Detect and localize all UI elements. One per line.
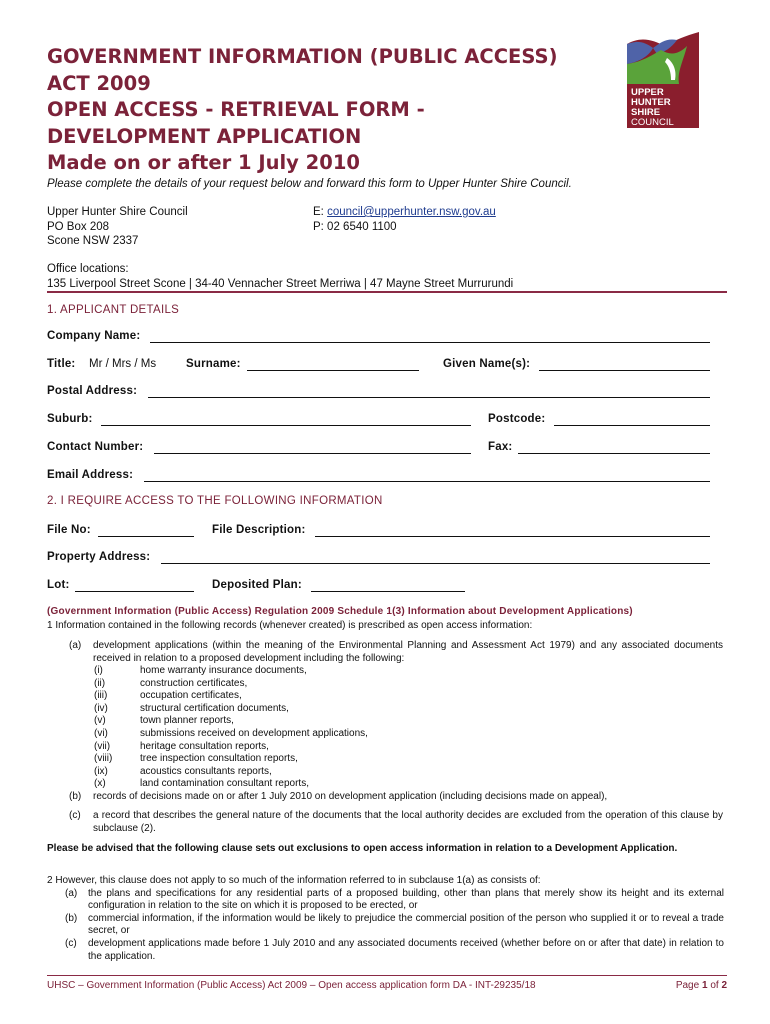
office-locations: Office locations: 135 Liverpool Street Scone | 34-40 Vennacher Street Merriwa | 47 Mayne Street Murrurundi — [47, 263, 514, 290]
lot-label: Lot: — [47, 579, 70, 591]
postal-address-field[interactable] — [148, 397, 710, 398]
exclusion-b-marker: (b) — [65, 912, 78, 924]
given-name-label: Given Name(s): — [443, 358, 531, 370]
sub-item-marker: (x) — [94, 778, 106, 790]
file-description-field[interactable] — [315, 536, 710, 537]
section-1-title: 1. APPLICANT DETAILS — [47, 304, 180, 316]
title-line-3: OPEN ACCESS - RETRIEVAL FORM - — [47, 98, 425, 121]
contact-number-field[interactable] — [154, 453, 471, 454]
file-description-label: File Description: — [212, 524, 306, 536]
sub-item-marker: (v) — [94, 715, 106, 727]
suburb-row — [47, 413, 727, 429]
sub-item-marker: (vi) — [94, 728, 108, 739]
exclusion-c-text: development applications made before 1 July 2010 and any associated documents received (whether before on or after that date) in relation to the application. — [88, 938, 724, 962]
document-page — [47, 0, 727, 1024]
name-row — [47, 358, 727, 374]
title-line-1: GOVERNMENT INFORMATION (PUBLIC ACCESS) — [47, 45, 558, 68]
title-line-4: DEVELOPMENT APPLICATION — [47, 124, 362, 148]
exclusion-b-text: commercial information, if the information would be likely to prejudice the commercial position of the person who supplied it or to reveal a trade secret, or — [88, 912, 724, 937]
contact-number-label: Contact Number: — [47, 441, 144, 453]
fax-field[interactable] — [518, 453, 710, 454]
item-b-marker: (b) — [69, 791, 82, 802]
title-line-2: ACT 2009 — [47, 71, 151, 95]
postal-address-block: Upper Hunter Shire Council PO Box 208 Scone NSW 2337 — [47, 206, 188, 247]
exclusions-note: Please be advised that the following clause sets out exclusions to open access information in relation to a Development Application. — [47, 843, 678, 854]
page-number: Page 1 of 2 — [675, 980, 727, 991]
sub-item-text: construction certificates, — [140, 677, 248, 689]
sub-item-text: home warranty insurance documents, — [140, 665, 307, 676]
file-no-field[interactable] — [98, 536, 194, 537]
item-c-text: a record that describes the general nature of the documents that the local authority decides are excluded from the operation of this clause by subclause (2). — [93, 810, 723, 834]
sub-item-marker: (vii) — [94, 740, 111, 752]
clause-1-text: 1 Information contained in the following records (whenever created) is prescribed as open access information: — [47, 620, 533, 631]
company-name-label: Company Name: — [47, 330, 141, 342]
title-line-5: Made on or after 1 July 2010 — [47, 151, 360, 174]
clause-2-text: 2 However, this clause does not apply to so much of the information referred to in subclause 1(a) as consists of: — [47, 875, 541, 886]
contact-row — [47, 441, 727, 457]
exclusion-a-text: the plans and specifications for any residential parts of a proposed building, other than plans that merely show its height and its external configuration in relation to the site on which it is proposed to be erected, or — [88, 887, 724, 912]
postcode-label: Postcode: — [488, 413, 546, 425]
sub-item-marker: (ix) — [94, 765, 108, 777]
suburb-label: Suburb: — [47, 413, 93, 425]
sub-item-marker: (iv) — [94, 702, 108, 714]
surname-label: Surname: — [186, 358, 241, 370]
sub-item-text: land contamination consultant reports, — [140, 778, 309, 790]
phone-number: P: 02 6540 1100 — [313, 220, 397, 233]
contact-block: E: council@upperhunter.nsw.gov.au P: 02 6540 1100 — [313, 206, 496, 233]
sub-item-text: town planner reports, — [140, 715, 234, 727]
item-a-marker: (a) — [69, 640, 82, 651]
section-2-title: 2. I REQUIRE ACCESS TO THE FOLLOWING INFORMATION — [47, 495, 383, 507]
company-name-row — [47, 330, 727, 346]
sub-item-text: occupation certificates, — [140, 690, 242, 702]
title-options[interactable]: Mr / Mrs / Ms — [89, 358, 157, 370]
sub-item-text: acoustics consultants reports, — [140, 765, 272, 777]
company-name-field[interactable] — [150, 342, 710, 343]
logo-wordmark: UPPER HUNTER SHIRE COUNCIL — [631, 87, 674, 128]
exclusion-c-marker: (c) — [65, 938, 77, 949]
sub-item-text: structural certification documents, — [140, 702, 289, 714]
email-link[interactable]: council@upperhunter.nsw.gov.au — [327, 206, 496, 218]
item-a-text: development applications (within the meaning of the Environmental Planning and Assessment Act 1979) and any associated documents received in relation to a proposed development including the following: — [93, 640, 723, 664]
sub-item-text: tree inspection consultation reports, — [140, 753, 298, 765]
email-address-field[interactable] — [144, 481, 710, 482]
sub-item-text: heritage consultation reports, — [140, 740, 269, 752]
deposited-plan-field[interactable] — [311, 591, 465, 592]
sub-item-marker: (viii) — [94, 753, 113, 765]
lot-field[interactable] — [75, 591, 194, 592]
property-address-field[interactable] — [161, 563, 710, 564]
property-address-label: Property Address: — [47, 551, 151, 563]
property-address-row — [47, 551, 727, 567]
postal-address-label: Postal Address: — [47, 385, 138, 397]
sub-item-text: submissions received on development applications, — [140, 728, 368, 739]
fax-label: Fax: — [488, 441, 513, 453]
postcode-field[interactable] — [554, 425, 710, 426]
given-name-field[interactable] — [539, 370, 710, 371]
form-title — [47, 44, 607, 177]
intro-text: Please complete the details of your request below and forward this form to Upper Hunter Shire Council. — [47, 178, 572, 190]
sub-item-marker: (ii) — [94, 677, 106, 689]
suburb-field[interactable] — [101, 425, 471, 426]
email-row — [47, 469, 727, 485]
sub-item-marker: (iii) — [94, 690, 108, 702]
file-no-label: File No: — [47, 524, 91, 536]
divider — [47, 291, 727, 293]
postal-address-row — [47, 385, 727, 401]
footer-divider — [47, 975, 727, 976]
item-b-text: records of decisions made on or after 1 July 2010 on development application (including decisions made on appeal), — [93, 791, 608, 802]
sub-item-marker: (i) — [94, 665, 103, 676]
file-row — [47, 524, 727, 540]
surname-field[interactable] — [247, 370, 419, 371]
regulation-heading: (Government Information (Public Access) Regulation 2009 Schedule 1(3) Information about Development Applications) — [47, 606, 633, 617]
exclusion-a-marker: (a) — [65, 887, 78, 899]
council-logo — [627, 32, 701, 128]
item-c-marker: (c) — [69, 810, 81, 821]
lot-row — [47, 579, 727, 595]
footer-text: UHSC – Government Information (Public Access) Act 2009 – Open access application form DA - INT-29235/18 — [47, 980, 536, 991]
deposited-plan-label: Deposited Plan: — [212, 579, 302, 591]
title-label: Title: — [47, 358, 76, 370]
email-address-label: Email Address: — [47, 469, 134, 481]
